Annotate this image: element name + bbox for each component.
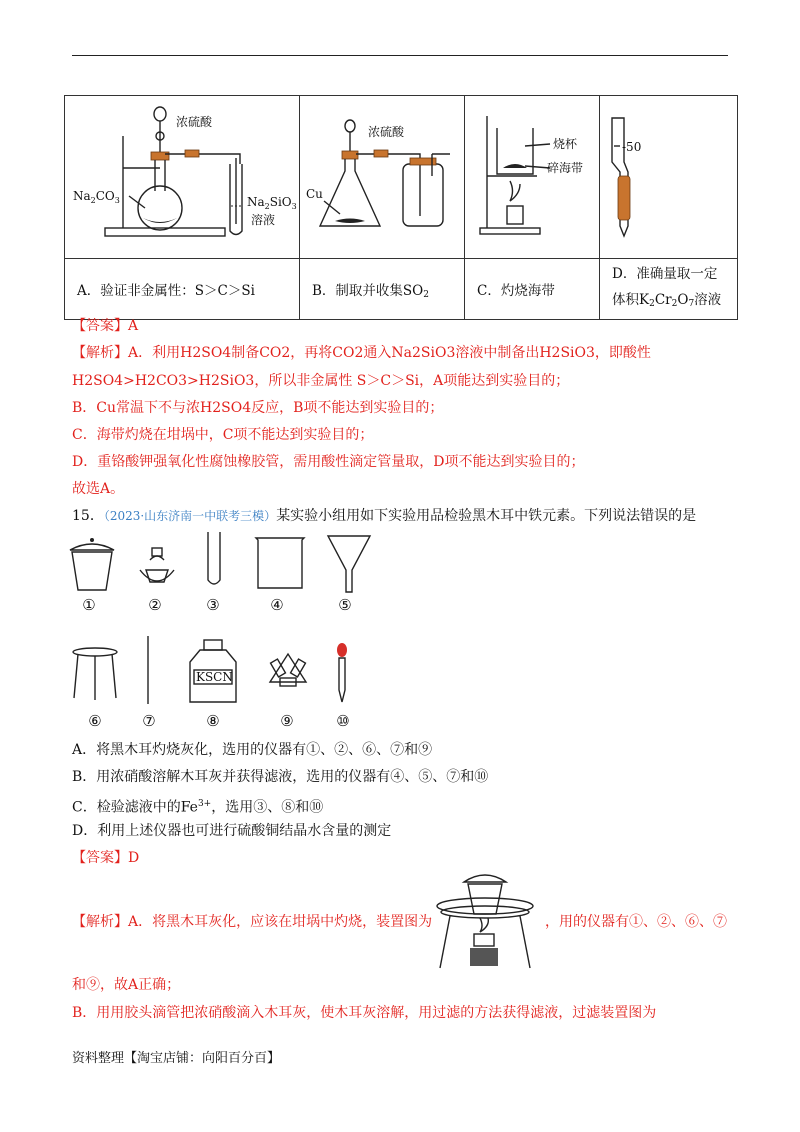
q15-analysis-b: B．用用胶头滴管把浓硝酸滴入木耳灰，使木耳灰溶解，用过滤的方法获得滤液，过滤装置图为 (72, 1005, 657, 1021)
option-a-cell: A．验证非金属性：S＞C＞Si (65, 259, 300, 320)
label-na2co3: $Na_2CO_3$ (73, 189, 120, 205)
apparatus-b-diagram (300, 96, 465, 254)
q14-answer: 【答案】A (72, 318, 139, 334)
equip-num-5: ⑤ (338, 596, 352, 614)
kscn-bottle-icon (190, 640, 236, 702)
apparatus-d-diagram (600, 96, 738, 254)
header-rule (72, 55, 728, 56)
label-conc-sulfuric-acid-b: 浓硫酸 (368, 125, 405, 139)
apparatus-d-cell (600, 96, 738, 259)
q15-analysis-a: 【解析】A．将黑木耳灰化，应该在坩埚中灼烧，装置图为 (72, 914, 433, 930)
label-solution-a: 溶液 (251, 213, 276, 227)
label-conc-sulfuric-acid-a: 浓硫酸 (176, 115, 213, 129)
option-d-cell: D．准确量取一定 体积$K_2Cr_2O_7$溶液 (600, 259, 738, 320)
label-seaweed: 碎海带 (547, 161, 584, 175)
q15-option-d: D．利用上述仪器也可进行硫酸铜结晶水含量的测定 (72, 823, 392, 839)
apparatus-a-diagram (65, 96, 300, 254)
footer: 资料整理【淘宝店铺：向阳百分百】 (72, 1051, 281, 1066)
equip-num-8: ⑧ (206, 712, 220, 730)
label-beaker: 烧杯 (553, 137, 578, 151)
crucible-heating-figure (430, 862, 540, 972)
equip-num-7: ⑦ (142, 712, 156, 730)
label-cu: Cu (306, 187, 323, 201)
equip-num-3: ③ (206, 596, 220, 614)
dropper-icon (337, 643, 347, 702)
equip-num-4: ④ (270, 596, 284, 614)
apparatus-c-diagram (465, 96, 600, 254)
q15-answer: 【答案】D (72, 850, 140, 866)
label-na2sio3: $Na_2SiO_3$ (247, 195, 297, 211)
q14-analysis-line6: 故选A。 (72, 481, 125, 497)
q15-option-c: C．检验滤液中的$Fe^{3+}$，选用③、⑧和⑩ (72, 799, 324, 816)
apparatus-table (64, 95, 738, 320)
crucible-icon (70, 538, 114, 590)
apparatus-c-cell (465, 96, 600, 259)
tripod-icon (73, 648, 117, 700)
label-burette-scale: -50 (622, 140, 642, 154)
equip-num-10: ⑩ (336, 712, 350, 730)
equip-num-9: ⑨ (280, 712, 294, 730)
q15-analysis-a-tail: ，用的仪器有①、②、⑥、⑦ (545, 914, 727, 930)
test-tube-icon (208, 532, 220, 584)
clay-triangle-icon (270, 654, 306, 686)
q15-analysis-a-line2: 和⑨，故A正确； (72, 977, 181, 993)
q14-analysis-line5: D．重铬酸钾强氧化性腐蚀橡胶管，需用酸性滴定管量取，D项不能达到实验目的； (72, 454, 585, 470)
q14-analysis-line3: B．Cu常温下不与浓H2SO4反应，B项不能达到实验目的； (72, 400, 444, 416)
q15-stem: 15．（2023·山东济南一中联考三模）某实验小组用如下实验用品检验黑木耳中铁元素。下列说法错误的是 (72, 508, 697, 524)
equipment-figure (60, 530, 740, 730)
q15-option-a: A．将黑木耳灼烧灰化，选用的仪器有①、②、⑥、⑦和⑨ (72, 742, 433, 758)
beaker-icon (256, 538, 304, 588)
option-c-cell: C．灼烧海带 (465, 259, 600, 320)
q14-analysis-line2: H2SO4>H2CO3>H2SiO3，所以非金属性 S＞C＞Si，A项能达到实验目的； (72, 373, 570, 389)
option-b-cell: B．制取并收集$SO_2$ (300, 259, 465, 320)
kscn-label: KSCN (196, 670, 233, 684)
q15-option-b: B．用浓硝酸溶解木耳灰并获得滤液，选用的仪器有④、⑤、⑦和⑩ (72, 769, 489, 785)
q14-analysis-line4: C．海带灼烧在坩埚中，C项不能达到实验目的； (72, 427, 374, 443)
apparatus-a-cell (65, 96, 300, 259)
q14-analysis-line1: 【解析】A．利用H2SO4制备CO2，再将CO2通入Na2SiO3溶液中制备出H2SiO3，即酸性 (72, 345, 651, 361)
equip-num-1: ① (82, 596, 96, 614)
equip-num-2: ② (148, 596, 162, 614)
apparatus-b-cell (300, 96, 465, 259)
crucible-on-support-icon (140, 548, 174, 582)
funnel-icon (328, 536, 370, 592)
equip-num-6: ⑥ (88, 712, 102, 730)
